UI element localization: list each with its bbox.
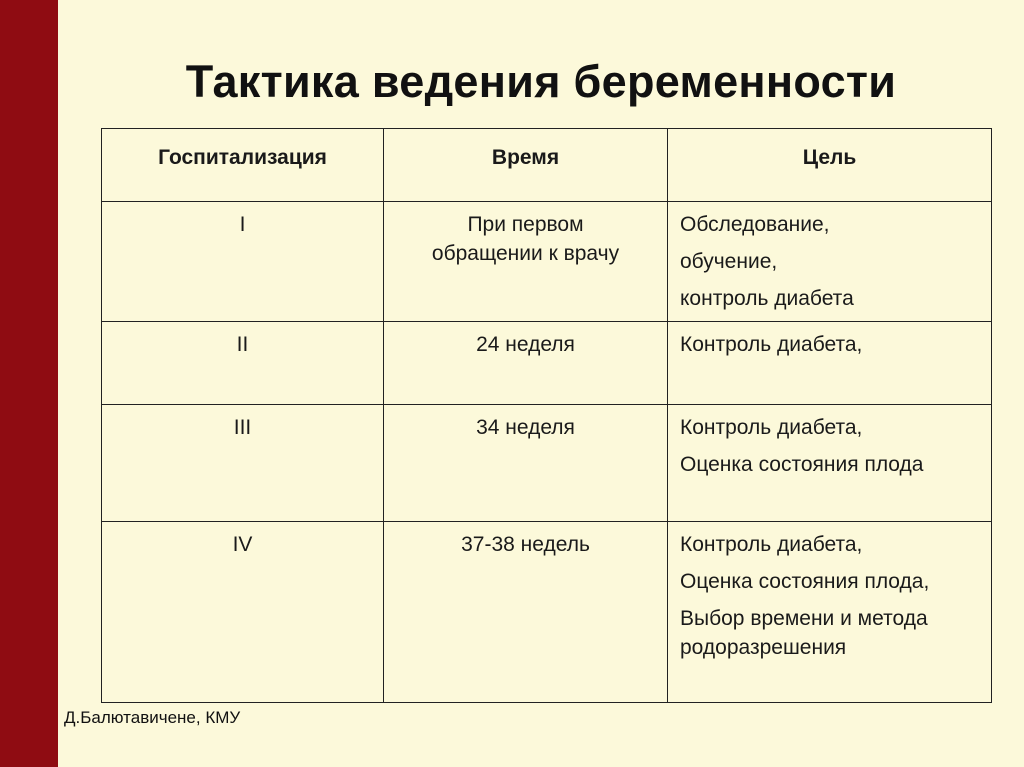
- time-text: При первом обращении к врачу: [431, 213, 620, 265]
- goal-line: Выбор времени и метода родоразрешения: [680, 607, 928, 659]
- goal-cell: [668, 405, 992, 522]
- stage-cell: II: [102, 322, 384, 405]
- header-hospitalization: Госпитализация: [102, 129, 384, 202]
- time-cell: [384, 202, 668, 322]
- table-row: [102, 202, 992, 322]
- table-row: [102, 405, 992, 522]
- stage-cell: III: [102, 405, 384, 522]
- stage-cell: IV: [102, 522, 384, 703]
- pregnancy-management-table: [101, 128, 992, 703]
- table-header-row: [102, 129, 992, 202]
- left-accent-bar: [0, 0, 58, 767]
- author-credit: Д.Балютавичене, КМУ: [64, 708, 241, 727]
- goal-line: контроль диабета: [680, 287, 854, 310]
- goal-line: Контроль диабета,: [680, 416, 863, 439]
- goal-line: Контроль диабета,: [680, 333, 863, 356]
- slide-title: Тактика ведения беременности: [185, 56, 897, 107]
- goal-line: обучение,: [680, 250, 778, 273]
- goal-cell: [668, 522, 992, 703]
- goal-cell: [668, 322, 992, 405]
- header-goal: Цель: [668, 129, 992, 202]
- goal-line: Обследование,: [680, 213, 830, 236]
- goal-line: Оценка состояния плода,: [680, 570, 930, 593]
- goal-line: Оценка состояния плода: [680, 453, 924, 476]
- stage-cell: I: [102, 202, 384, 322]
- table-row: [102, 522, 992, 703]
- time-cell: 34 неделя: [384, 405, 668, 522]
- header-time: Время: [384, 129, 668, 202]
- table-row: [102, 322, 992, 405]
- time-cell: 24 неделя: [384, 322, 668, 405]
- goal-cell: [668, 202, 992, 322]
- time-cell: 37-38 недель: [384, 522, 668, 703]
- goal-line: Контроль диабета,: [680, 533, 863, 556]
